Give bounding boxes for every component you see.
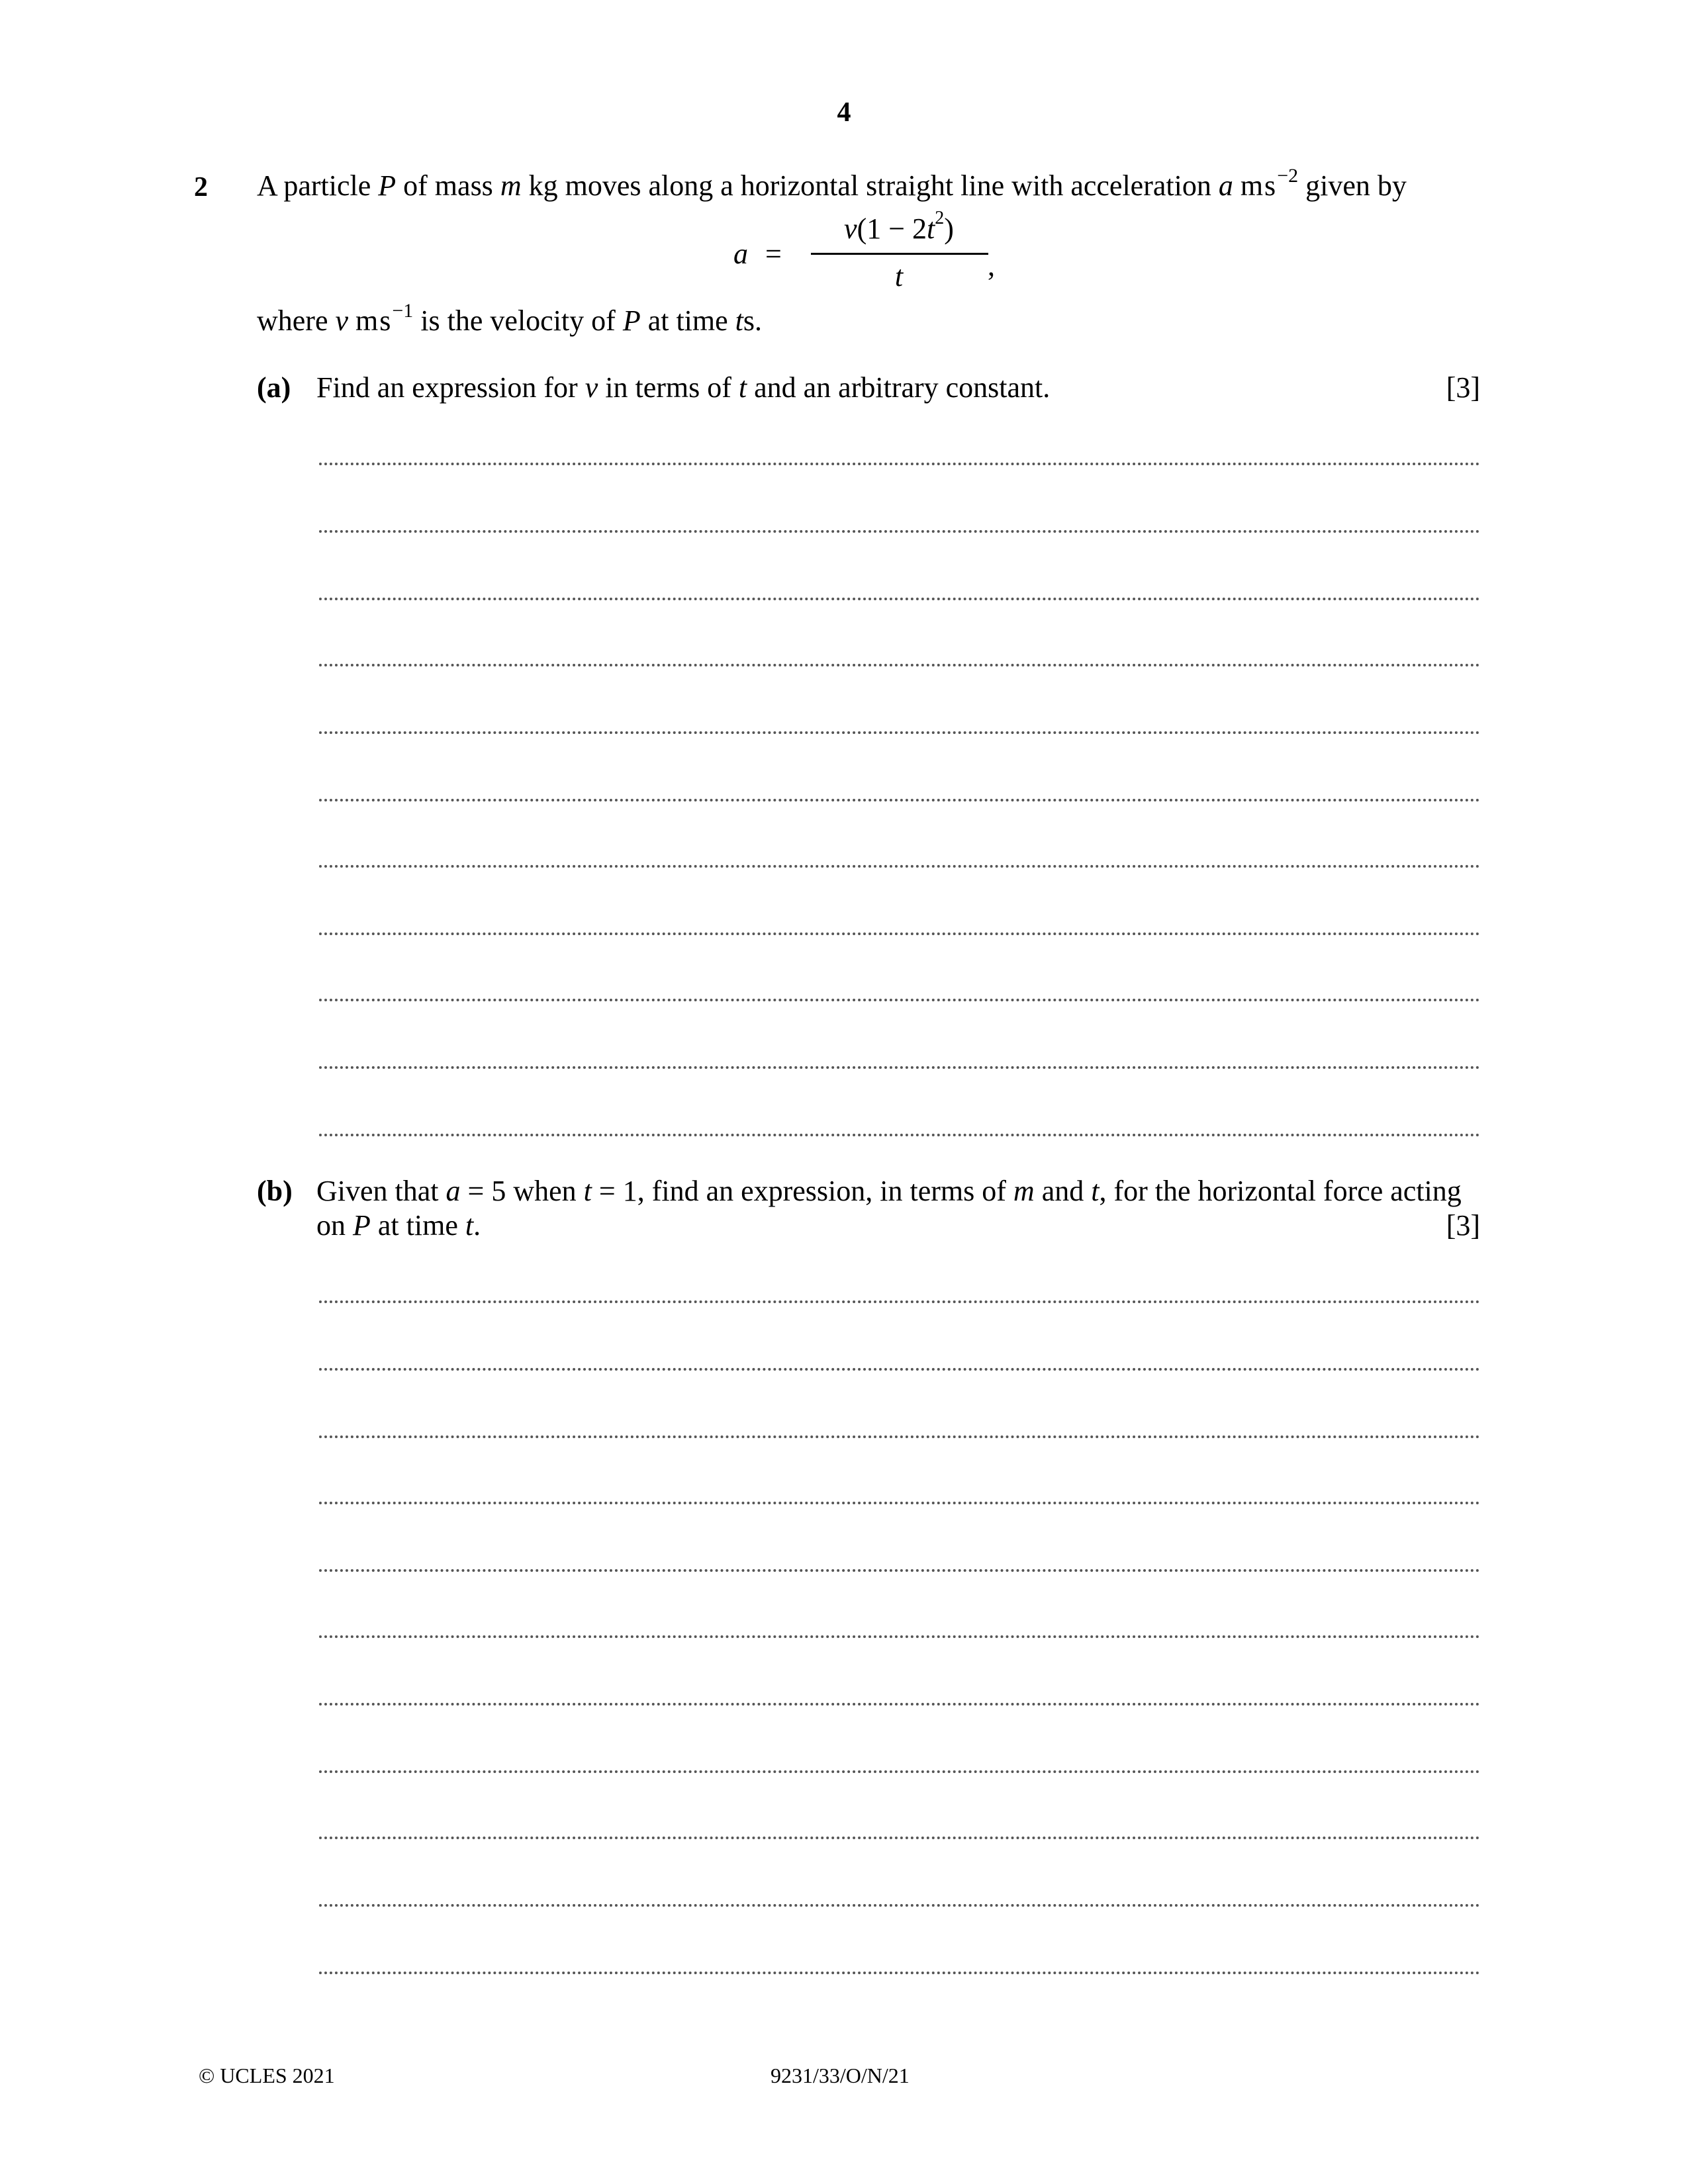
answer-line[interactable]	[319, 999, 1480, 1001]
equation-comma: ,	[988, 250, 995, 282]
part-b-text-line-2: on P at time t.	[316, 1209, 481, 1242]
answer-line[interactable]	[319, 1837, 1480, 1839]
answer-line[interactable]	[319, 1300, 1480, 1303]
part-b-marks: [3]	[1446, 1209, 1480, 1242]
answer-line[interactable]	[319, 664, 1480, 666]
answer-line[interactable]	[319, 1703, 1480, 1706]
answer-line[interactable]	[319, 463, 1480, 465]
answer-line[interactable]	[319, 1435, 1480, 1438]
answer-line[interactable]	[319, 1368, 1480, 1371]
answer-line[interactable]	[319, 1972, 1480, 1974]
answer-line[interactable]	[319, 598, 1480, 600]
answer-line[interactable]	[319, 1904, 1480, 1907]
question-number: 2	[194, 172, 208, 203]
answer-line[interactable]	[319, 1569, 1480, 1572]
answer-line[interactable]	[319, 933, 1480, 935]
answer-line[interactable]	[319, 530, 1480, 533]
footer-copyright: © UCLES 2021	[199, 2064, 335, 2087]
answer-line[interactable]	[319, 1770, 1480, 1773]
footer-paper-code: 9231/33/O/N/21	[771, 2064, 910, 2087]
part-a-marks: [3]	[1446, 371, 1480, 404]
answer-line[interactable]	[319, 1134, 1480, 1136]
part-a-label: (a)	[257, 371, 291, 404]
equation-equals: =	[765, 238, 782, 270]
where-clause: where v $ms^{-1}$ is the velocity of P at time ts.	[257, 300, 763, 337]
answer-line[interactable]	[319, 865, 1480, 868]
answer-line[interactable]	[319, 799, 1480, 801]
answer-line[interactable]	[319, 731, 1480, 734]
part-b-label: (b)	[257, 1175, 293, 1207]
question-stem: A particle P of mass m kg moves along a horizontal straight line with acceleration a $ms^{-2}$ given by	[257, 165, 1407, 202]
equation-denominator: t	[894, 260, 904, 293]
answer-line[interactable]	[319, 1635, 1480, 1638]
answer-line[interactable]	[319, 1502, 1480, 1504]
part-b-text-line-1: Given that a = 5 when t = 1, find an expression, in terms of m and t, for the horizontal force acting	[316, 1175, 1462, 1207]
part-a-text: Find an expression for v in terms of t and an arbitrary constant.	[316, 371, 1051, 404]
equation-numerator: $v(1 - 2t^2)$	[844, 208, 954, 245]
fraction-bar	[811, 253, 988, 255]
page-number: 4	[837, 97, 851, 128]
answer-line[interactable]	[319, 1066, 1480, 1069]
equation-lhs: a	[733, 238, 748, 270]
